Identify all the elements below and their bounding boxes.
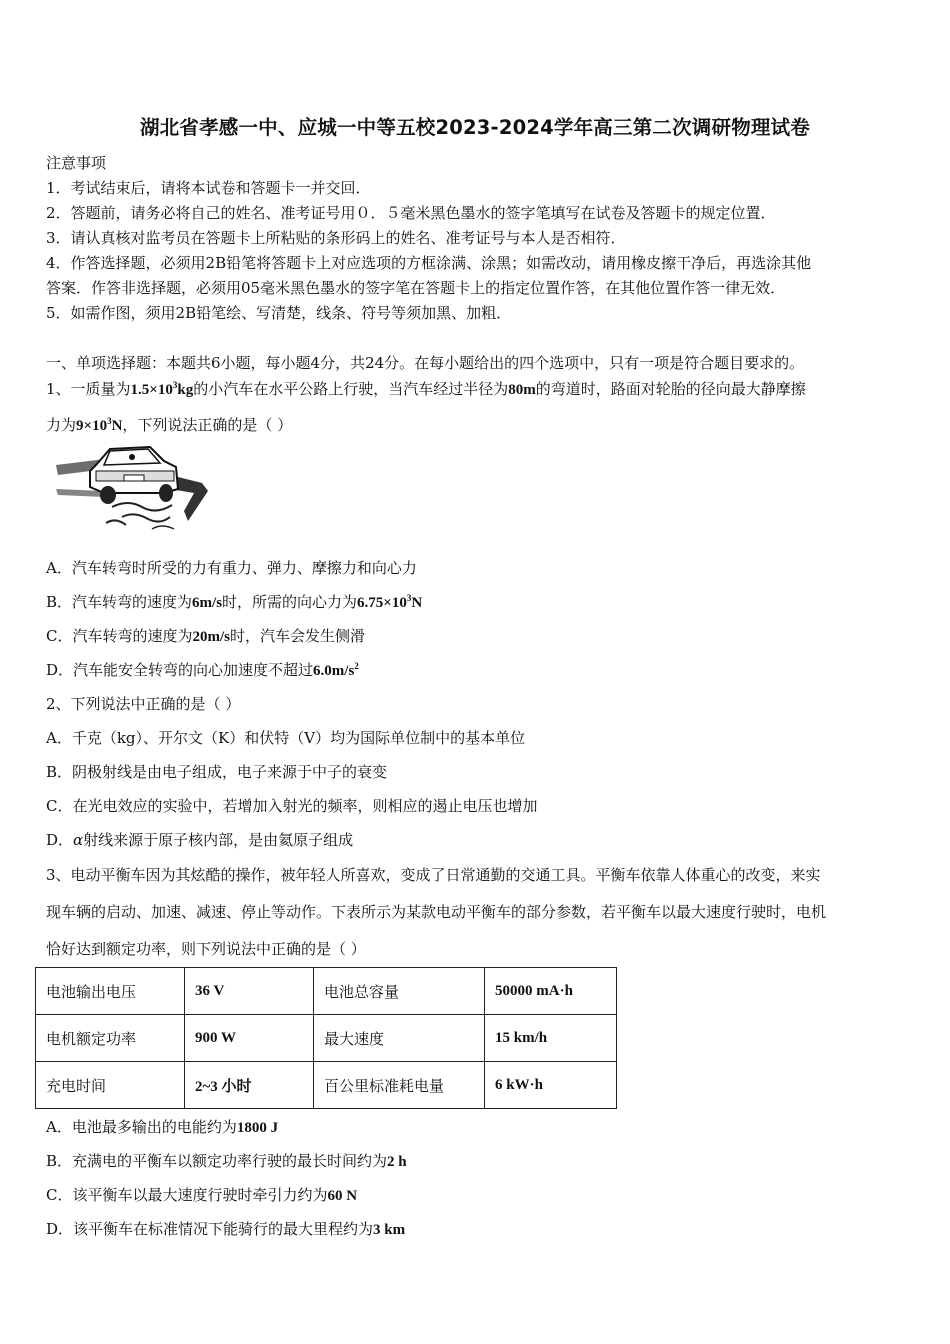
notice-item: 1．考试结束后，请将本试卷和答题卡一并交回． xyxy=(46,179,371,197)
table-cell: 最大速度 xyxy=(314,1015,485,1062)
notice-heading: 注意事项 xyxy=(46,154,107,172)
notice-item: 3．请认真核对监考员在答题卡上所粘贴的条形码上的姓名、准考证号与本人是否相符． xyxy=(46,229,626,247)
question-3-stem-line1: 3、电动平衡车因为其炫酷的操作，被年轻人所喜欢，变成了日常通勤的交通工具。平衡车依靠人体重心的改变，来实 xyxy=(46,866,821,884)
table-cell: 50000 mA·h xyxy=(485,968,617,1015)
question-2-option-d: D．α射线来源于原子核内部，是由氦原子组成 xyxy=(46,831,354,849)
question-2-option-c: C．在光电效应的实验中，若增加入射光的频率，则相应的遏止电压也增加 xyxy=(46,797,538,815)
question-3-option-a: A．电池最多输出的电能约为1800 J xyxy=(46,1118,279,1136)
question-1-option-c: C．汽车转弯的速度为20m/s时，汽车会发生侧滑 xyxy=(46,627,365,645)
question-3-option-b: B．充满电的平衡车以额定功率行驶的最长时间约为2 h xyxy=(46,1152,407,1170)
parameter-table xyxy=(35,967,617,1109)
question-3-option-c: C．该平衡车以最大速度行驶时牵引力约为60 N xyxy=(46,1186,358,1204)
table-cell: 电池输出电压 xyxy=(36,968,185,1015)
section-heading: 一、单项选择题：本题共6小题，每小题4分，共24分。在每小题给出的四个选项中，只有一项是符合题目要求的。 xyxy=(46,354,805,372)
question-3-stem-line2: 现车辆的启动、加速、减速、停止等动作。下表所示为某款电动平衡车的部分参数，若平衡车以最大速度行驶时，电机 xyxy=(46,903,827,921)
car-turning-figure xyxy=(52,445,212,533)
table-cell: 电机额定功率 xyxy=(36,1015,185,1062)
table-cell: 电池总容量 xyxy=(314,968,485,1015)
question-3-option-d: D．该平衡车在标准情况下能骑行的最大里程约为3 km xyxy=(46,1220,406,1238)
question-1-stem-line2: 力为$9\times 10^3N$，下列说法正确的是（ ） xyxy=(46,416,293,434)
question-1-option-d: D．汽车能安全转弯的向心加速度不超过$6.0m/s^2$ xyxy=(46,661,359,679)
notice-item: 5．如需作图，须用2B铅笔绘、写清楚，线条、符号等须加黑、加粗． xyxy=(46,304,512,322)
table-row xyxy=(36,1015,617,1062)
exam-title: 湖北省孝感一中、应城一中等五校2023-2024学年高三第二次调研物理试卷 xyxy=(139,116,811,139)
question-2-option-b: B．阴极射线是由电子组成，电子来源于中子的衰变 xyxy=(46,763,388,781)
question-1-option-b: B．汽车转弯的速度为6m/s时，所需的向心力为$6.75\times 10^3N$ xyxy=(46,593,423,611)
table-cell: 充电时间 xyxy=(36,1062,185,1109)
question-2-option-a: A．千克（kg）、开尔文（K）和伏特（V）均为国际单位制中的基本单位 xyxy=(46,729,526,747)
question-1-option-a: A．汽车转弯时所受的力有重力、弹力、摩擦力和向心力 xyxy=(46,559,417,577)
table-cell: 2~3 小时 xyxy=(185,1062,314,1109)
notice-item: 答案．作答非选择题，必须用05毫米黑色墨水的签字笔在答题卡上的指定位置作答，在其他位置作答一律无效． xyxy=(46,279,786,297)
question-2-stem: 2、下列说法中正确的是（ ） xyxy=(46,695,241,713)
table-cell: 6 kW·h xyxy=(485,1062,617,1109)
question-1-stem-line1: 1、一质量为$1.5\times 10^3kg$的小汽车在水平公路上行驶，当汽车经过半径为80m的弯道时，路面对轮胎的径向最大静摩擦 xyxy=(46,380,806,398)
table-row xyxy=(36,968,617,1015)
table-cell: 15 km/h xyxy=(485,1015,617,1062)
table-cell: 百公里标准耗电量 xyxy=(314,1062,485,1109)
question-3-stem-line3: 恰好达到额定功率，则下列说法中正确的是（ ） xyxy=(46,940,366,958)
table-cell: 36 V xyxy=(185,968,314,1015)
notice-item: 4．作答选择题，必须用2B铅笔将答题卡上对应选项的方框涂满、涂黑；如需改动，请用橡皮擦干净后，再选涂其他 xyxy=(46,254,812,272)
notice-item: 2．答题前，请务必将自己的姓名、准考证号用０．５毫米黑色墨水的签字笔填写在试卷及答题卡的规定位置． xyxy=(46,204,776,222)
table-row xyxy=(36,1062,617,1109)
table-cell: 900 W xyxy=(185,1015,314,1062)
